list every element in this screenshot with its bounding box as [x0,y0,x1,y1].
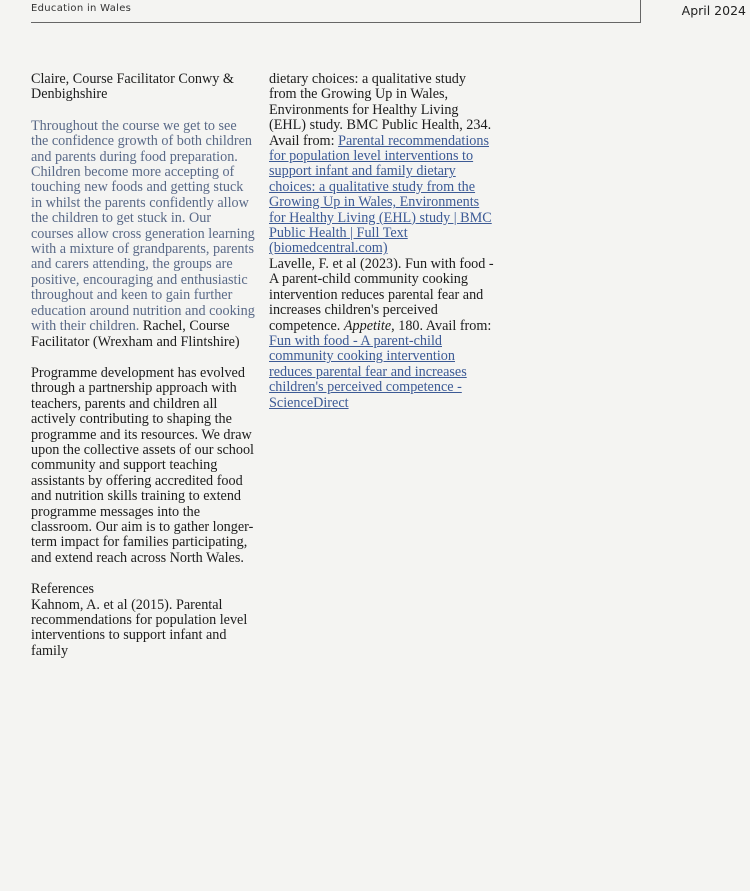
reference-2 [269,257,494,411]
reference-2-tail: , 180. Avail from: [391,317,492,334]
facilitator-quote [31,119,256,350]
header-divider [640,0,641,23]
programme-development-paragraph: Programme development has evolved through a partnership approach with teachers, parents and children all actively contributing to shaping the programme and its resources. We draw upon the collective assets of our school community and support teaching assistants by offering accredited food and nutrition skills training to extend programme messages into the classroom. Our aim is to gather longer-term impact for families participating, and extend reach across North Wales. [31,364,255,566]
reference-1-continued [269,72,494,257]
reference-2-link[interactable]: Fun with food - A parent-child community cooking intervention reduces parental fear and increases children's perceived competence - ScienceDirect [269,332,467,411]
references-heading: References [31,581,95,598]
quote-text: Throughout the course we get to see the confidence growth of both children and parents during food preparation. Children become more accepting of touching new foods and getting stuck in whilst the parents confidently allow the children to get stuck in. Our courses allow cross generation learning with a mixture of grandparents, parents and carers attending, the groups are positive, encouraging and enthusiastic throughout and keen to gain further education around nutrition and cooking with their children. [31,117,255,335]
reference-2-journal: Appetite [343,317,392,334]
reference-1-start: Kahnom, A. et al (2015). Parental recommendations for population level interventions to support infant and family [31,596,248,659]
attribution-rachel: Rachel, Course Facilitator (Wrexham and Flintshire) [31,318,240,350]
header-rule [31,22,640,23]
reference-1-text: dietary choices: a qualitative study from the Growing Up in Wales, Environments for Healthy Living (EHL) study. BMC Public Health, 234. Avail from: [269,71,492,149]
issue-date: April 2024 [681,3,746,18]
publication-title: Education in Wales [31,3,132,14]
reference-1-link[interactable]: Parental recommendations for population level interventions to support infant and family dietary choices: a qualitative study from the Growing Up in Wales, Environments for Healthy Living (EHL) study | BMC Public Health | Full Text (biomedcentral.com) [269,132,492,257]
right-column [269,72,494,411]
attribution-claire: Claire, Course Facilitator Conwy & Denbighshire [31,71,234,103]
left-column [31,72,256,659]
page-header [0,0,750,26]
reference-2-text: Lavelle, F. et al (2023). Fun with food - A parent-child community cooking intervention reduces parental fear and increases children's perceived competence. [269,255,494,334]
